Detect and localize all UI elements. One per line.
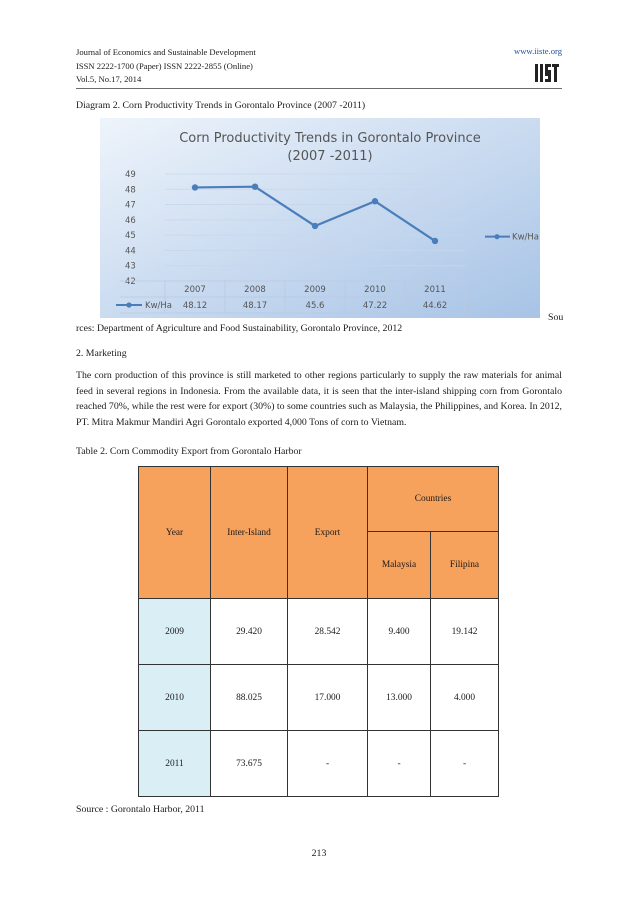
chart-source: rces: Department of Agriculture and Food Sustainability, Gorontalo Province, 2012 — [76, 323, 403, 334]
y-tick-label: 43 — [125, 261, 136, 272]
y-tick-label: 46 — [125, 215, 136, 226]
journal-issn: ISSN 2222-1700 (Paper) ISSN 2222-2855 (Online) — [76, 60, 253, 71]
data-table-value: 48.12 — [182, 301, 208, 311]
source-split-tail: Sou — [548, 312, 564, 323]
th-countries: Countries — [368, 467, 499, 532]
table-row — [139, 665, 499, 731]
body-paragraph: The corn production of this province is still marketed to other regions particularly to supply the raw materials for animal feed in several regions in Indonesia. From the available data, it is seen that the inter-island shipping corn from Gorontalo reached 70%, while the rest were for export (30%) to some countries such as Malaysia, the Philippines, and Korea. In 2012, PT. Mitra Makmur Mandiri Agri Gorontalo exported 4,000 Tons of corn to Vietnam. — [76, 370, 562, 428]
corn-productivity-chart — [100, 118, 540, 318]
journal-volume: Vol.5, No.17, 2014 — [76, 74, 142, 84]
th-filipina: Filipina — [431, 532, 499, 599]
diagram-caption: Diagram 2. Corn Productivity Trends in Gorontalo Province (2007 -2011) — [76, 100, 366, 111]
table-source: Source : Gorontalo Harbor, 2011 — [76, 804, 205, 815]
journal-header — [76, 46, 256, 87]
cell-malaysia: 13.000 — [368, 665, 431, 731]
x-category-label: 2008 — [244, 285, 266, 295]
iiste-logo — [534, 62, 560, 84]
cell-filipina: 4.000 — [431, 665, 499, 731]
th-inter-island: Inter-Island — [211, 467, 288, 599]
data-table-series-name: Kw/Ha — [145, 301, 172, 311]
data-point — [192, 184, 198, 190]
cell-inter-island: 29.420 — [211, 599, 288, 665]
x-category-label: 2007 — [184, 285, 206, 295]
cell-filipina: 19.142 — [431, 599, 499, 665]
page-number: 213 — [311, 848, 327, 859]
data-point — [432, 238, 438, 244]
cell-malaysia: 9.400 — [368, 599, 431, 665]
data-table-value: 47.22 — [362, 301, 388, 311]
x-category-label: 2010 — [364, 285, 386, 295]
cell-filipina: - — [431, 731, 499, 797]
data-table-value: 48.17 — [242, 301, 268, 311]
data-table-value: 44.62 — [422, 301, 448, 311]
export-table — [138, 466, 499, 797]
cell-year: 2009 — [139, 599, 211, 665]
data-table-legend-marker — [126, 302, 131, 307]
cell-inter-island: 88.025 — [211, 665, 288, 731]
legend-label: Kw/Ha — [512, 232, 539, 243]
y-tick-label: 42 — [125, 277, 136, 287]
th-malaysia: Malaysia — [368, 532, 431, 599]
th-year: Year — [139, 467, 211, 599]
legend-marker — [494, 234, 499, 239]
y-tick-label: 45 — [125, 231, 136, 242]
chart-title-line2: (2007 -2011) — [287, 149, 373, 164]
data-table-value: 45.6 — [305, 301, 325, 311]
cell-export: 17.000 — [288, 665, 368, 731]
header-rule — [76, 88, 562, 89]
section-heading: 2. Marketing — [76, 348, 127, 359]
table-row — [139, 731, 499, 797]
cell-malaysia: - — [368, 731, 431, 797]
y-tick-label: 47 — [125, 200, 136, 211]
cell-export: 28.542 — [288, 599, 368, 665]
table-caption: Table 2. Corn Commodity Export from Gorontalo Harbor — [76, 446, 302, 457]
y-tick-label: 49 — [125, 170, 136, 180]
data-point — [252, 183, 258, 189]
cell-export: - — [288, 731, 368, 797]
data-point — [312, 223, 318, 229]
x-category-label: 2011 — [424, 285, 446, 295]
table-row — [139, 599, 499, 665]
x-category-label: 2009 — [304, 285, 326, 295]
cell-year: 2010 — [139, 665, 211, 731]
y-tick-label: 48 — [125, 185, 136, 196]
th-export: Export — [288, 467, 368, 599]
journal-title: Journal of Economics and Sustainable Development — [76, 47, 256, 57]
cell-inter-island: 73.675 — [211, 731, 288, 797]
journal-website-link[interactable]: www.iiste.org — [514, 46, 562, 56]
y-tick-label: 44 — [125, 246, 136, 257]
cell-year: 2011 — [139, 731, 211, 797]
data-point — [372, 198, 378, 204]
chart-title-line1: Corn Productivity Trends in Gorontalo Province — [179, 131, 481, 146]
